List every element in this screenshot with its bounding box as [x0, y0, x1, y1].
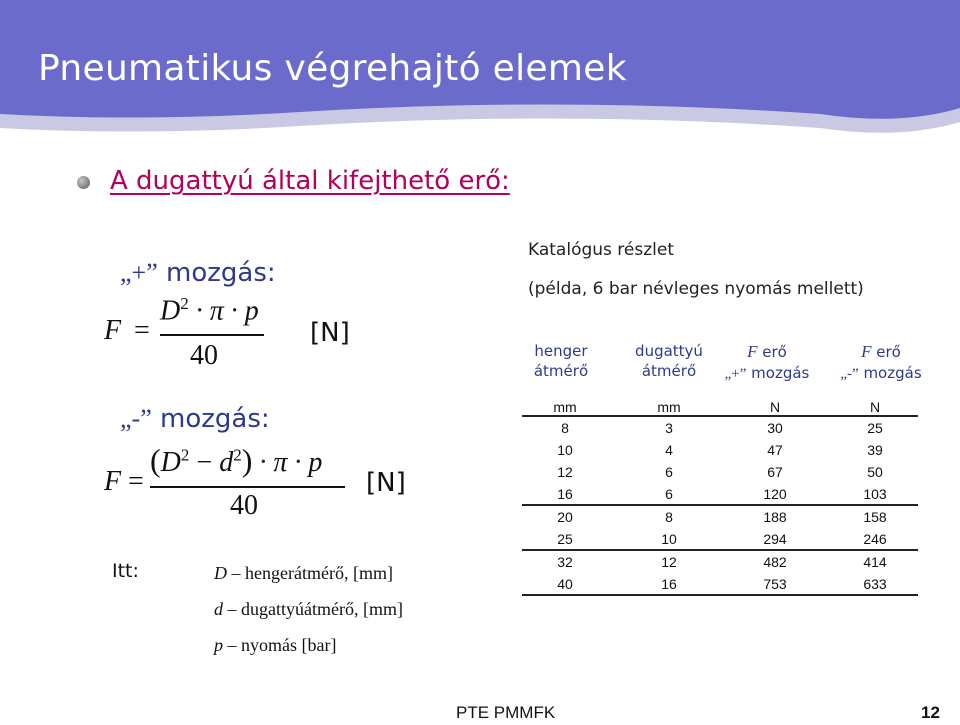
- minus-motion-quote: „-”: [120, 404, 152, 433]
- unit-force-plus: N: [769, 399, 781, 415]
- minus-num-d: d: [219, 447, 234, 478]
- cell-piston: 12: [661, 554, 677, 570]
- plus-formula-lhs: F: [104, 315, 122, 346]
- plus-fraction-bar: [160, 334, 264, 336]
- cell-piston: 4: [665, 442, 673, 458]
- cell-force-plus: 47: [767, 442, 783, 458]
- col-header-force-plus-quote: „+”: [724, 366, 747, 382]
- cell-cylinder: 16: [557, 486, 573, 502]
- col-header-piston: [624, 342, 714, 380]
- table-rule-mid: [522, 549, 918, 551]
- cell-piston: 3: [665, 420, 673, 436]
- col-header-cylinder-l2: átmérő: [533, 362, 589, 380]
- minus-formula-numerator: [150, 442, 322, 479]
- legend-item-p: [214, 635, 336, 656]
- cell-force-plus: 67: [767, 464, 783, 480]
- cell-force-minus: 158: [863, 509, 887, 525]
- col-header-piston-l1: dugattyú: [635, 342, 703, 360]
- cell-cylinder: 25: [557, 531, 573, 547]
- cell-force-plus: 120: [763, 486, 787, 502]
- unit-force-minus: N: [869, 399, 881, 415]
- cell-force-minus: 50: [867, 464, 883, 480]
- legend-text-D: – hengerátmérő, [mm]: [231, 563, 393, 583]
- cell-piston: 6: [665, 464, 673, 480]
- cell-cylinder: 40: [557, 576, 573, 592]
- col-header-piston-l2: átmérő: [641, 362, 697, 380]
- col-header-force-plus-l1: erő: [757, 343, 787, 361]
- col-header-cylinder-l1: henger: [534, 342, 588, 360]
- table-row: [520, 420, 920, 442]
- plus-motion-heading: [120, 258, 276, 288]
- legend-item-D: [214, 563, 393, 584]
- minus-num-D: D: [160, 447, 181, 478]
- footer-text: PTE PMMFK: [456, 703, 556, 722]
- cell-force-minus: 633: [863, 576, 887, 592]
- minus-num-minus: −: [196, 447, 213, 478]
- col-header-force-minus-quote: „-”: [840, 366, 859, 382]
- plus-motion-word: mozgás:: [166, 258, 276, 288]
- cell-cylinder: 32: [557, 554, 573, 570]
- cell-force-plus: 30: [767, 420, 783, 436]
- minus-motion-word: mozgás:: [160, 404, 270, 434]
- cell-piston: 8: [665, 509, 673, 525]
- col-header-force-plus-sym: F: [747, 342, 758, 361]
- col-header-force-minus: [826, 342, 936, 383]
- legend-item-d: [214, 599, 403, 620]
- legend-label: Itt:: [112, 560, 139, 582]
- cell-piston: 10: [661, 531, 677, 547]
- legend-text-p: – nyomás [bar]: [227, 635, 337, 655]
- plus-num-D: D: [160, 295, 181, 327]
- cell-cylinder: 10: [557, 442, 573, 458]
- minus-formula-lhs: F: [104, 466, 122, 497]
- unit-cylinder: mm: [553, 399, 577, 415]
- minus-formula-denominator: 40: [230, 490, 258, 521]
- legend-symbol-D: D: [214, 563, 227, 583]
- table-row: [520, 442, 920, 464]
- plus-formula-equals: =: [134, 315, 150, 346]
- unit-piston: mm: [657, 399, 681, 415]
- plus-formula-unit: [N]: [310, 318, 350, 348]
- plus-motion-quote: „+”: [120, 258, 158, 287]
- legend-text-d: – dugattyúátmérő, [mm]: [227, 599, 403, 619]
- col-header-force-minus-l2: mozgás: [858, 364, 922, 382]
- col-header-force-minus-l1: erő: [871, 343, 901, 361]
- minus-num-d-exponent: 2: [233, 445, 242, 465]
- cell-force-minus: 103: [863, 486, 887, 502]
- minus-num-rest: · π · p: [259, 447, 323, 478]
- cell-cylinder: 12: [557, 464, 573, 480]
- cell-cylinder: 8: [561, 420, 569, 436]
- cell-force-plus: 294: [763, 531, 787, 547]
- minus-fraction-bar: [150, 486, 345, 488]
- table-rule-bottom: [522, 594, 918, 596]
- cell-force-minus: 39: [867, 442, 883, 458]
- plus-num-exponent: 2: [180, 294, 189, 313]
- cell-force-plus: 482: [763, 554, 787, 570]
- plus-formula-numerator: [160, 294, 259, 327]
- col-header-force-plus: [712, 342, 822, 383]
- table-row: [520, 509, 920, 531]
- minus-paren-open: (: [150, 442, 161, 478]
- minus-num-D-exponent: 2: [180, 445, 190, 465]
- minus-formula-unit: [N]: [366, 468, 406, 498]
- plus-formula-denominator: 40: [190, 340, 218, 371]
- table-rule-top: [522, 415, 918, 417]
- cell-piston: 6: [665, 486, 673, 502]
- page-number: 12: [921, 703, 940, 722]
- cell-piston: 16: [661, 576, 677, 592]
- catalog-subtitle: (példa, 6 bar névleges nyomás mellett): [528, 279, 864, 299]
- cell-force-plus: 753: [763, 576, 787, 592]
- slide-subtitle: A dugattyú által kifejthető erő:: [110, 166, 510, 196]
- minus-motion-heading: [120, 404, 270, 434]
- cell-force-minus: 25: [867, 420, 883, 436]
- minus-formula-equals: =: [128, 466, 144, 497]
- table-row: [520, 554, 920, 576]
- bullet-icon: [77, 176, 90, 189]
- col-header-cylinder: [516, 342, 606, 380]
- table-row: [520, 464, 920, 486]
- col-header-force-minus-sym: F: [861, 342, 872, 361]
- minus-paren-close: ): [241, 442, 253, 478]
- slide-title: Pneumatikus végrehajtó elemek: [38, 48, 627, 89]
- table-rule-mid: [522, 504, 918, 506]
- cell-force-minus: 414: [863, 554, 887, 570]
- cell-force-plus: 188: [763, 509, 787, 525]
- legend-symbol-p: p: [214, 635, 223, 655]
- plus-num-rest: · π · p: [195, 295, 259, 327]
- legend-symbol-d: d: [214, 599, 223, 619]
- cell-force-minus: 246: [863, 531, 887, 547]
- cell-cylinder: 20: [557, 509, 573, 525]
- catalog-title: Katalógus részlet: [528, 240, 675, 260]
- col-header-force-plus-l2: mozgás: [746, 364, 810, 382]
